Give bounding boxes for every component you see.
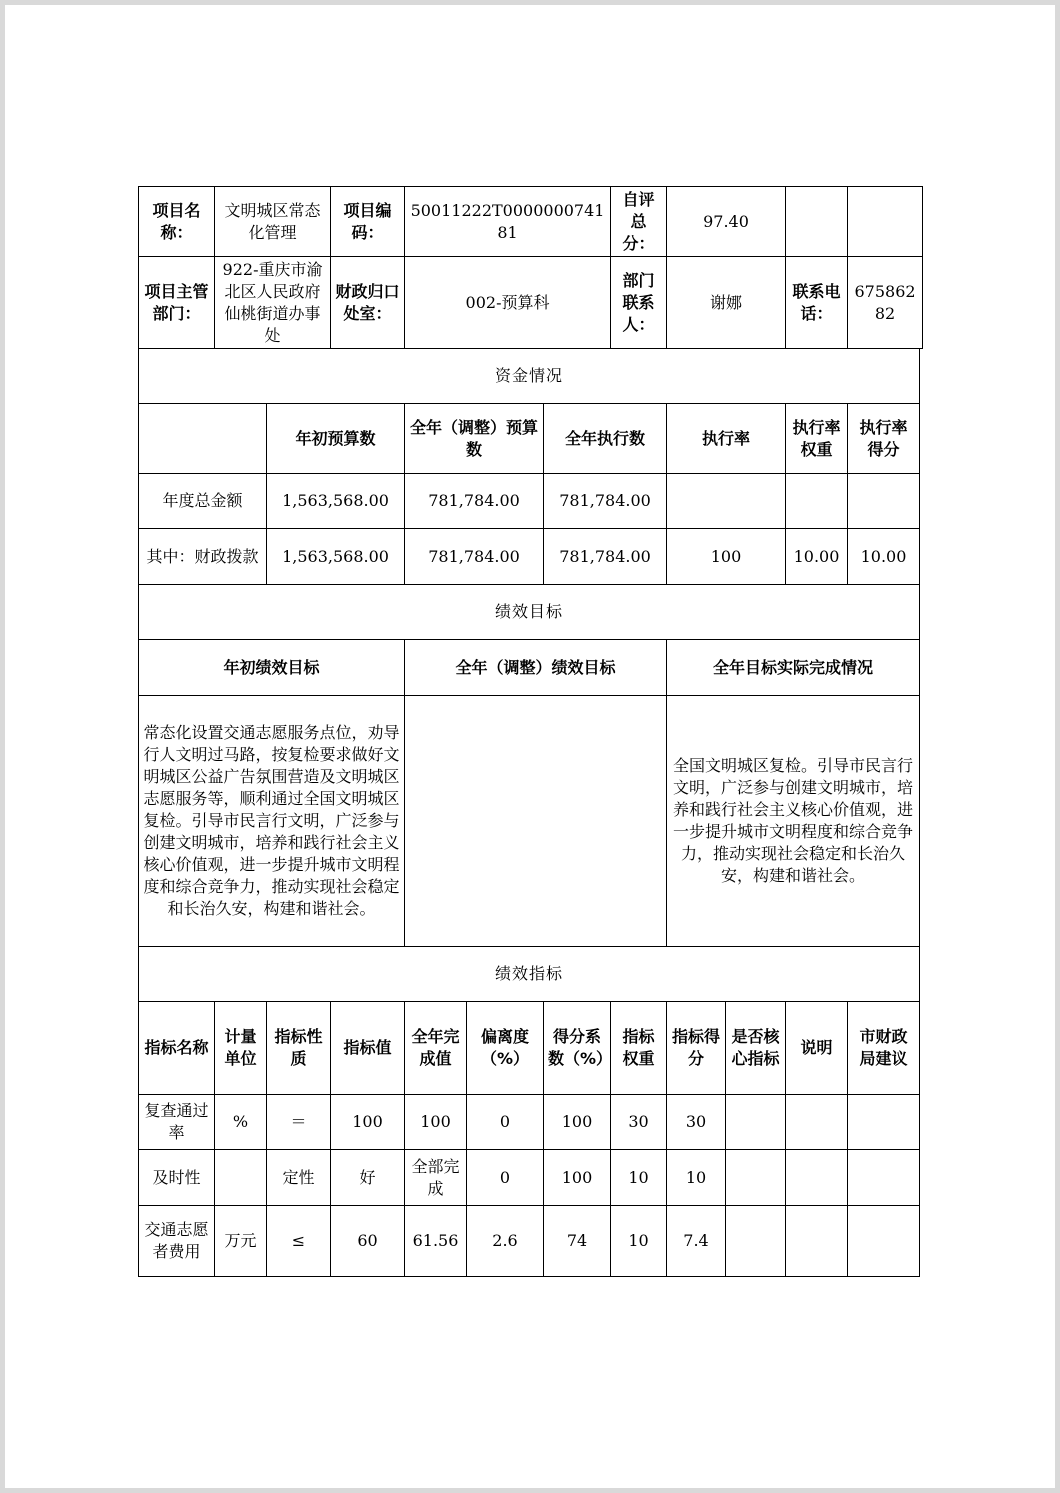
self-score-label: 自评总分： xyxy=(611,187,667,257)
indicator-header-cell: 指标值 xyxy=(331,1002,405,1095)
finance-office-value: 002-预算科 xyxy=(405,257,611,349)
indicator-cell: 100 xyxy=(544,1150,611,1206)
funds-cell: 100 xyxy=(667,529,786,585)
indicator-header-cell: 是否核心指标 xyxy=(726,1002,786,1095)
department-label: 项目主管部门： xyxy=(139,257,215,349)
project-name-label: 项目名称： xyxy=(139,187,215,257)
indicator-cell: 交通志愿者费用 xyxy=(139,1206,215,1277)
indicator-cell xyxy=(726,1150,786,1206)
funds-header-cell: 执行率得分 xyxy=(848,404,920,474)
indicator-cell: 100 xyxy=(405,1095,467,1150)
indicator-cell: 30 xyxy=(667,1095,726,1150)
adjusted-goal-text xyxy=(405,696,667,947)
funds-header-row xyxy=(139,404,923,474)
indicator-cell xyxy=(786,1095,848,1150)
self-score-value: 97.40 xyxy=(667,187,786,257)
indicator-cell: 2.6 xyxy=(467,1206,544,1277)
project-name-value: 文明城区常态化管理 xyxy=(215,187,331,257)
indicator-header-cell: 指标权重 xyxy=(611,1002,667,1095)
indicator-cell: 60 xyxy=(331,1206,405,1277)
indicator-cell: 及时性 xyxy=(139,1150,215,1206)
empty-cell xyxy=(848,187,923,257)
indicator-cell: 100 xyxy=(544,1095,611,1150)
funds-header-cell: 执行率权重 xyxy=(786,404,848,474)
funds-cell xyxy=(786,474,848,529)
contact-person-label: 部门联系人： xyxy=(611,257,667,349)
indicator-header-cell: 得分系数（%） xyxy=(544,1002,611,1095)
goals-header-cell: 全年（调整）绩效目标 xyxy=(405,640,667,696)
indicator-header-cell: 偏离度（%） xyxy=(467,1002,544,1095)
funds-cell: 年度总金额 xyxy=(139,474,267,529)
funds-cell: 781,784.00 xyxy=(405,474,544,529)
indicator-cell: 10 xyxy=(667,1150,726,1206)
funds-cell: 1,563,568.00 xyxy=(267,474,405,529)
indicator-cell: 0 xyxy=(467,1095,544,1150)
funds-cell xyxy=(848,474,920,529)
goals-content-row xyxy=(139,696,923,947)
indicator-cell: 0 xyxy=(467,1150,544,1206)
funds-cell: 781,784.00 xyxy=(544,474,667,529)
funds-header-cell: 全年执行数 xyxy=(544,404,667,474)
funds-section-title: 资金情况 xyxy=(139,349,920,404)
funds-header-cell: 全年（调整）预算数 xyxy=(405,404,544,474)
table-row xyxy=(139,1095,923,1150)
self-evaluation-table xyxy=(138,186,923,1277)
indicator-cell xyxy=(786,1206,848,1277)
goals-header-row xyxy=(139,640,923,696)
project-code-value: 50011222T000000074181 xyxy=(405,187,611,257)
table-row xyxy=(139,1150,923,1206)
table-row xyxy=(139,529,923,585)
table-row xyxy=(139,1206,923,1277)
project-header-row-1 xyxy=(139,187,923,257)
funds-header-cell xyxy=(139,404,267,474)
indicators-header-row xyxy=(139,1002,923,1095)
indicator-cell: 定性 xyxy=(267,1150,331,1206)
department-value: 922-重庆市渝北区人民政府仙桃街道办事处 xyxy=(215,257,331,349)
goals-section-title: 绩效目标 xyxy=(139,585,920,640)
indicator-cell: ≤ xyxy=(267,1206,331,1277)
finance-office-label: 财政归口处室： xyxy=(331,257,405,349)
indicator-cell: 复查通过率 xyxy=(139,1095,215,1150)
indicator-header-cell: 全年完成值 xyxy=(405,1002,467,1095)
contact-person-value: 谢娜 xyxy=(667,257,786,349)
phone-label: 联系电话： xyxy=(786,257,848,349)
indicator-header-cell: 指标性质 xyxy=(267,1002,331,1095)
indicator-cell: 30 xyxy=(611,1095,667,1150)
funds-header-cell: 执行率 xyxy=(667,404,786,474)
indicator-cell xyxy=(726,1206,786,1277)
indicator-cell xyxy=(215,1150,267,1206)
funds-cell: 10.00 xyxy=(848,529,920,585)
indicator-cell xyxy=(848,1095,920,1150)
indicator-header-cell: 指标名称 xyxy=(139,1002,215,1095)
goals-header-cell: 全年目标实际完成情况 xyxy=(667,640,920,696)
funds-cell xyxy=(667,474,786,529)
indicator-cell: 61.56 xyxy=(405,1206,467,1277)
indicator-cell: 全部完成 xyxy=(405,1150,467,1206)
indicator-header-cell: 计量单位 xyxy=(215,1002,267,1095)
indicators-section-title: 绩效指标 xyxy=(139,947,920,1002)
funds-cell: 其中：财政拨款 xyxy=(139,529,267,585)
indicator-cell xyxy=(786,1150,848,1206)
indicator-cell xyxy=(848,1150,920,1206)
funds-cell: 781,784.00 xyxy=(405,529,544,585)
indicator-cell: ＝ xyxy=(267,1095,331,1150)
indicator-header-cell: 说明 xyxy=(786,1002,848,1095)
indicator-cell: 74 xyxy=(544,1206,611,1277)
funds-header-cell: 年初预算数 xyxy=(267,404,405,474)
indicator-cell: 100 xyxy=(331,1095,405,1150)
project-header-row-2 xyxy=(139,257,923,349)
funds-cell: 781,784.00 xyxy=(544,529,667,585)
funds-cell: 1,563,568.00 xyxy=(267,529,405,585)
indicator-cell: % xyxy=(215,1095,267,1150)
indicator-cell: 10 xyxy=(611,1150,667,1206)
indicator-cell xyxy=(848,1206,920,1277)
goals-header-cell: 年初绩效目标 xyxy=(139,640,405,696)
phone-value: 67586282 xyxy=(848,257,923,349)
indicator-cell: 万元 xyxy=(215,1206,267,1277)
indicator-cell: 7.4 xyxy=(667,1206,726,1277)
indicator-cell: 10 xyxy=(611,1206,667,1277)
indicator-cell: 好 xyxy=(331,1150,405,1206)
actual-completion-text: 全国文明城区复检。引导市民言行文明，广泛参与创建文明城市，培养和践行社会主义核心价值观，进一步提升城市文明程度和综合竞争力，推动实现社会稳定和长治久安，构建和谐社会。 xyxy=(667,696,920,947)
indicator-header-cell: 市财政局建议 xyxy=(848,1002,920,1095)
initial-goal-text: 常态化设置交通志愿服务点位，劝导行人文明过马路，按复检要求做好文明城区公益广告氛围营造及文明城区志愿服务等，顺利通过全国文明城区复检。引导市民言行文明，广泛参与创建文明城市，培养和践行社会主义核心价值观，进一步提升城市文明程度和综合竞争力，推动实现社会稳定和长治久安，构建和谐社会。 xyxy=(139,696,405,947)
indicator-cell xyxy=(726,1095,786,1150)
table-row xyxy=(139,474,923,529)
empty-cell xyxy=(786,187,848,257)
funds-cell: 10.00 xyxy=(786,529,848,585)
indicator-header-cell: 指标得分 xyxy=(667,1002,726,1095)
project-code-label: 项目编码： xyxy=(331,187,405,257)
